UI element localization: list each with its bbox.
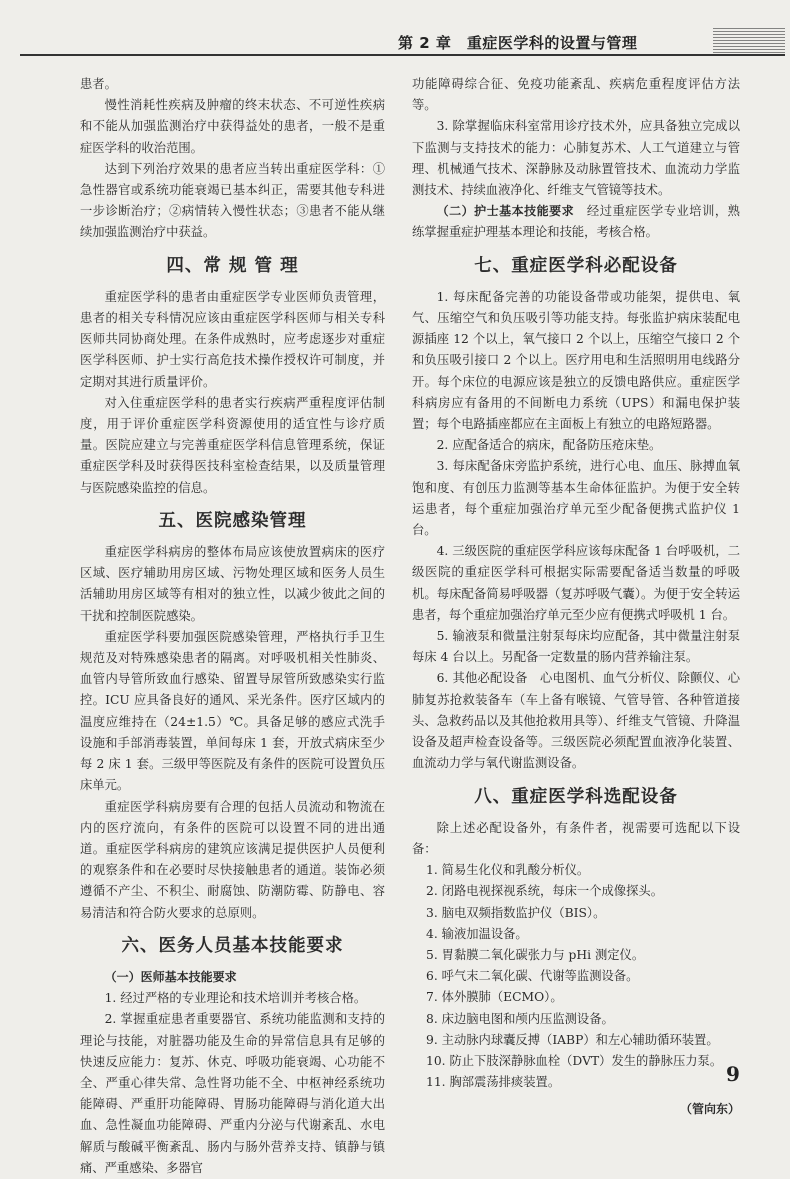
paragraph: 5. 输液泵和微量注射泵每床均应配备，其中微量注射泵每床 4 台以上。另配备一定数量的肠内营养输注泵。 xyxy=(412,629,740,665)
list-item: 6. 呼气末二氧化碳、代谢等监测设备。 xyxy=(426,969,639,984)
paragraph: 患者。 xyxy=(80,77,117,91)
subheading-label: （一）医师基本技能要求 xyxy=(104,969,237,984)
list-item: 3. 脑电双频指数监护仪（BIS）。 xyxy=(426,905,606,920)
paragraph: 功能障碍综合征、免疫功能紊乱、疾病危重程度评估方法等。 xyxy=(412,77,740,113)
paragraph: 重症医学科的患者由重症医学专业医师负责管理，患者的相关专科情况应该由重症医学科医师与相关专科医师共同协商处理。在条件成熟时，应考虑逐步对重症医学科医师、护士实行高危技术操作授权许可制度，并定期对其进行质量评价。 xyxy=(80,289,385,389)
list-item: 10. 防止下肢深静脉血栓（DVT）发生的静脉压力泵。 xyxy=(426,1053,723,1068)
header-decoration xyxy=(713,28,785,54)
left-column xyxy=(80,74,385,1179)
paragraph: 对入住重症医学科的患者实行疾病严重程度评估制度，用于评价重症医学科资源使用的适宜性与诊疗质量。医院应建立与完善重症医学科信息管理系统，保证重症医学科及时获得医技科室检查结果，以及质量管理与医院感染监控的信息。 xyxy=(80,395,385,495)
subheading-label: （二）护士基本技能要求 xyxy=(436,204,575,219)
paragraph: 达到下列治疗效果的患者应当转出重症医学科：①急性器官或系统功能衰竭已基本纠正，需要其他专科进一步诊断治疗；②病情转入慢性状态；③患者不能从继续加强监测治疗中获益。 xyxy=(80,161,385,240)
running-header xyxy=(20,28,785,62)
author-signature: （管向东） xyxy=(679,1102,740,1117)
page-number: 9 xyxy=(726,1062,740,1086)
paragraph: 1. 每床配备完善的功能设备带或功能架，提供电、氧气、压缩空气和负压吸引等功能支持。每张监护病床装配电源插座 12 个以上，氧气接口 2 个以上，压缩空气接口 2 个和负压吸引接口 2 个以上。医疗用电和生活照明用电线路分开。每个床位的电源应该是独立的反馈电路供应。重症医学科病房应有备用的不间断电力系统（UPS）和漏电保护装置；每个电路插座都应在主面板上有独立的电路短路器。 xyxy=(412,289,740,432)
paragraph: 2. 掌握重症患者重要器官、系统功能监测和支持的理论与技能，对脏器功能及生命的异常信息具有足够的快速反应能力：复苏、休克、呼吸功能衰竭、心功能不全、严重心律失常、急性肾功能不全、中枢神经系统功能障碍、严重肝功能障碍、胃肠功能障碍与消化道大出血、急性凝血功能障碍、严重内分泌与代谢紊乱、水电解质与酸碱平衡紊乱、肠内与肠外营养支持、镇静与镇痛、严重感染、多器官 xyxy=(80,1012,385,1175)
paragraph: 重症医学科病房的整体布局应该使放置病床的医疗区域、医疗辅助用房区域、污物处理区域和医务人员生活辅助用房区域等有相对的独立性，以减少彼此之间的干扰和控制医院感染。 xyxy=(80,545,385,623)
section-heading-8: 八、重症医学科选配设备 xyxy=(474,786,678,807)
subheading xyxy=(80,967,385,988)
right-column xyxy=(412,74,740,1121)
section-heading-4: 四、常 规 管 理 xyxy=(166,255,299,276)
paragraph: 慢性消耗性疾病及肿瘤的终末状态、不可逆性疾病和不能从加强监测治疗中获得益处的患者，一般不是重症医学科的收治范围。 xyxy=(80,98,385,155)
paragraph: 6. 其他必配设备 心电图机、血气分析仪、除颤仪、心肺复苏抢救装备车（车上备有喉镜、气管导管、各种管道接头、急救药品以及其他抢救用具等）、纤维支气管镜、升降温设备及超声检查设备等。三级医院必须配置血液净化装置、血流动力学与氧代谢监测设备。 xyxy=(412,671,740,771)
paragraph: 3. 每床配备床旁监护系统，进行心电、血压、脉搏血氧饱和度、有创压力监测等基本生命体征监护。为便于安全转运患者，每个重症加强治疗单元至少配备便携式监护仪 1 台。 xyxy=(412,459,740,538)
list-item: 7. 体外膜肺（ECMO）。 xyxy=(426,990,563,1005)
paragraph-text: 经过重症医学专业培训，熟练掌握重症护理基本理论和技能，考核合格。 xyxy=(412,204,740,240)
paragraph xyxy=(412,201,740,243)
equipment-list xyxy=(412,860,740,1093)
paragraph: 2. 应配备适合的病床，配备防压疮床垫。 xyxy=(436,438,662,453)
list-item: 5. 胃黏膜二氧化碳张力与 pHi 测定仪。 xyxy=(426,947,645,962)
section-heading-7: 七、重症医学科必配设备 xyxy=(474,255,678,276)
list-item: 11. 胸部震荡排痰装置。 xyxy=(426,1075,561,1090)
paragraph: 3. 除掌握临床科室常用诊疗技术外，应具备独立完成以下监测与支持技术的能力：心肺复苏术、人工气道建立与管理、机械通气技术、深静脉及动脉置管技术、血流动力学监测技术、持续血液净化、纤维支气管镜等技术。 xyxy=(412,119,740,198)
list-item: 2. 闭路电视探视系统，每床一个成像探头。 xyxy=(426,884,663,899)
list-item: 1. 简易生化仪和乳酸分析仪。 xyxy=(426,863,590,878)
section-heading-5: 五、医院感染管理 xyxy=(158,510,307,531)
header-rule xyxy=(20,54,785,56)
paragraph: 重症医学科病房要有合理的包括人员流动和物流在内的医疗流向，有条件的医院可以设置不同的进出通道。重症医学科病房的建筑应该满足提供医护人员便利的观察条件和在必要时尽快接触患者的通道。装饰必须遵循不产尘、不积尘、耐腐蚀、防潮防霉、防静电、容易清洁和符合防火要求的总原则。 xyxy=(80,799,385,920)
paragraph: 4. 三级医院的重症医学科应该每床配备 1 台呼吸机，二级医院的重症医学科可根据实际需要配备适当数量的呼吸机。每床配备简易呼吸器（复苏呼吸气囊）。为便于安全转运患者，每个重症加强治疗单元至少应有便携式呼吸机 1 台。 xyxy=(412,544,740,622)
list-item: 9. 主动脉内球囊反搏（IABP）和左心辅助循环装置。 xyxy=(426,1032,719,1047)
paragraph: 1. 经过严格的专业理论和技术培训并考核合格。 xyxy=(104,991,367,1006)
paragraph: 重症医学科要加强医院感染管理，严格执行手卫生规范及对特殊感染患者的隔离。对呼吸机相关性肺炎、血管内导管所致血行感染、留置导尿管所致感染实行监控。ICU 应具备良好的通风、采光条件。医疗区域内的温度应维持在（24±1.5）℃。具备足够的感应式洗手设施和手部消毒装置，单间每床 1 套，开放式病床至少每 2 床 1 套。三级甲等医院及有条件的医院可设置负压床单元。 xyxy=(80,629,385,793)
list-item: 4. 输液加温设备。 xyxy=(426,926,528,941)
list-item: 8. 床边脑电图和颅内压监测设备。 xyxy=(426,1011,614,1026)
paragraph: 除上述必配设备外，有条件者，视需要可选配以下设备： xyxy=(412,820,740,856)
section-heading-6: 六、医务人员基本技能要求 xyxy=(121,935,344,956)
chapter-title: 第 2 章 重症医学科的设置与管理 xyxy=(398,34,638,52)
